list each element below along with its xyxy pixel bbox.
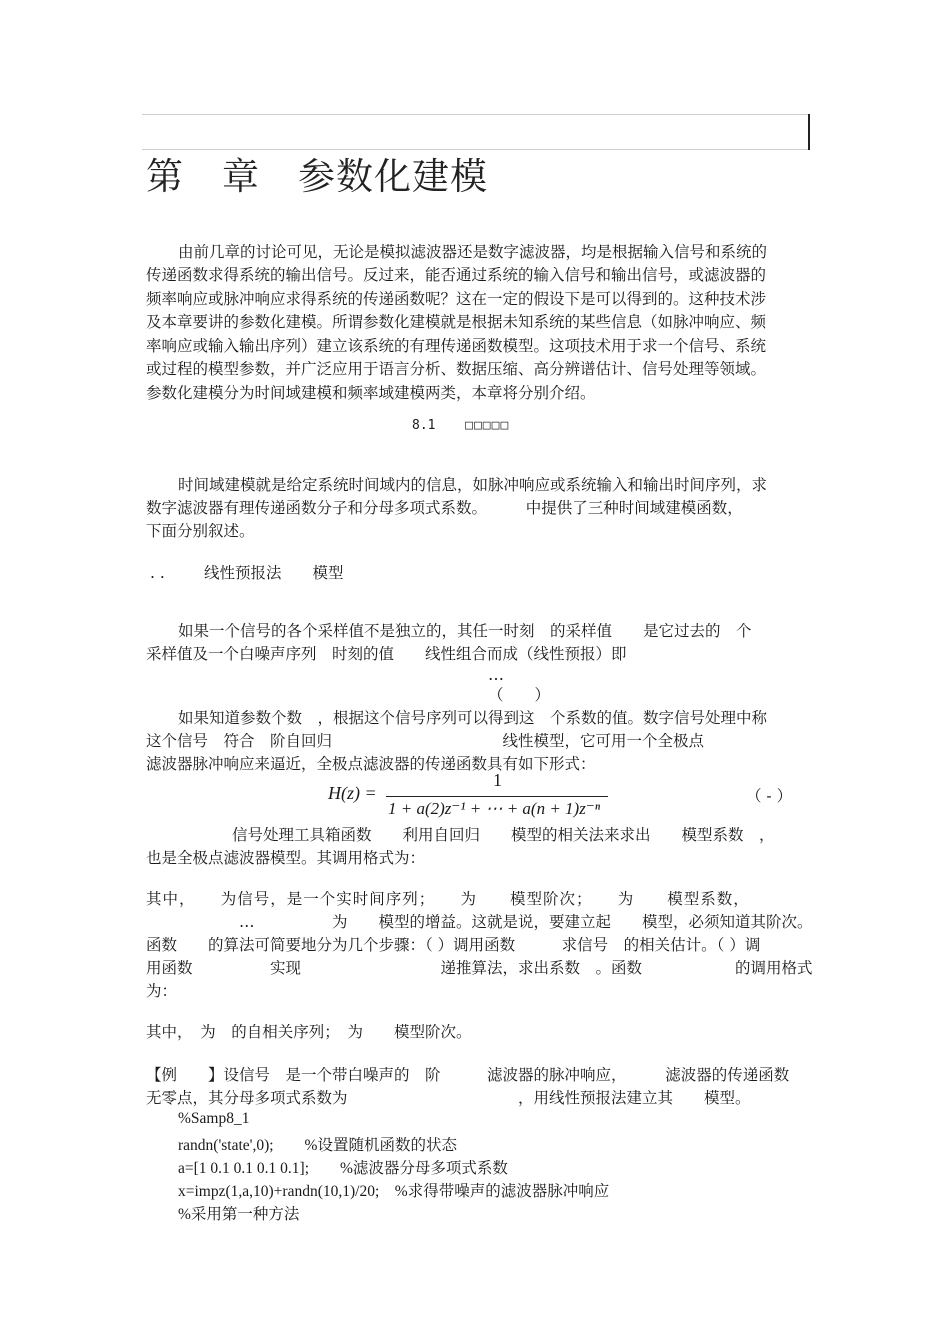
formula-numerator: 1 (493, 770, 502, 790)
lp-ellipsis: … (488, 665, 504, 684)
page-header-rule (142, 114, 809, 150)
lp-line: 滤波器脉冲响应来逼近，全极点滤波器的传递函数具有如下形式： (146, 755, 596, 773)
time-domain-line: 时间域建模就是给定系统时间域内的信息，如脉冲响应或系统输入和输出时间序列，求 (178, 476, 768, 494)
where2-line: 其中， 为 的自相关序列； 为 模型阶次。 (146, 1023, 472, 1041)
time-domain-line: 下面分别叙述。 (146, 522, 255, 540)
formula-equation-number: （ - ） (746, 787, 793, 805)
section-number: 8.1 (412, 418, 436, 433)
intro-line: 传递函数求得系统的输出信号。反过来，能否通过系统的输入信号和输出信号，或滤波器的 (146, 266, 767, 284)
lp-line: 采样值及一个白噪声序列 时刻的值 线性组合而成（线性预报）即 (146, 645, 627, 663)
fraction-bar (386, 796, 608, 797)
section-heading (412, 418, 509, 433)
code-line: %Samp8_1 (178, 1110, 250, 1127)
where-line: 函数 的算法可简要地分为几个步骤：（ ）调用函数 求信号 的相关估计。（ ）调 (146, 936, 761, 954)
where-line: … 为 模型的增益。这就是说，要建立起 模型，必须知道其阶次。 (146, 913, 813, 931)
intro-line: 由前几章的讨论可见，无论是模拟滤波器还是数字滤波器，均是根据输入信号和系统的 (178, 243, 768, 261)
where-line: 为： (146, 982, 178, 1000)
where-line: 用函数 实现 递推算法，求出系数 。函数 的调用格式 (146, 959, 813, 977)
code-line: x=impz(1,a,10)+randn(10,1)/20; %求得带噪声的滤波器脉冲响应 (178, 1183, 610, 1200)
toolbox-line: 也是全极点滤波器模型。其调用格式为： (146, 849, 426, 867)
lp-equation-number: （ ） (488, 686, 551, 704)
toolbox-line: 信号处理工具箱函数 利用自回归 模型的相关法来求出 模型系数 ， (232, 826, 775, 844)
subsection-title: 线性预报法 模型 (204, 564, 344, 582)
intro-line: 率响应或输入输出序列）建立该系统的有理传递函数模型。这项技术用于求一个信号、系统 (146, 337, 767, 355)
where-line: 其中， 为信号，是一个实时间序列； 为 模型阶次； 为 模型系数， (146, 890, 750, 908)
chapter-title: 第 章 参数化建模 (146, 155, 488, 198)
intro-line: 或过程的模型参数，并广泛应用于语言分析、数据压缩、高分辨谱估计、信号处理等领域。 (146, 360, 767, 378)
code-line: %采用第一种方法 (178, 1206, 300, 1223)
lp-line: 这个信号 符合 阶自回归 线性模型，它可用一个全极点 (146, 732, 705, 750)
time-domain-line: 数字滤波器有理传递函数分子和分母多项式系数。 中提供了三种时间域建模函数， (146, 499, 743, 517)
lp-line: 如果知道参数个数 ，根据这个信号序列可以得到这 个系数的值。数字信号处理中称 (178, 709, 768, 727)
intro-line: 及本章要讲的参数化建模。所谓参数化建模就是根据未知系统的某些信息（如脉冲响应、频 (146, 313, 767, 331)
section-title: □□□□□ (465, 418, 510, 433)
lp-line: 如果一个信号的各个采样值不是独立的，其任一时刻 的采样值 是它过去的 个 (178, 622, 752, 640)
example-line: 无零点，其分母多项式系数为 ，用线性预报法建立其 模型。 (146, 1089, 751, 1107)
intro-line: 参数化建模分为时间域建模和频率域建模两类，本章将分别介绍。 (146, 384, 596, 402)
example-line: 【例 】设信号 是一个带白噪声的 阶 滤波器的脉冲响应， 滤波器的传递函数 (146, 1066, 790, 1084)
formula-lhs: H(z) = (328, 783, 377, 803)
code-line: randn('state',0); %设置随机函数的状态 (178, 1137, 457, 1154)
code-line: a=[1 0.1 0.1 0.1 0.1]; %滤波器分母多项式系数 (178, 1160, 508, 1177)
page-header-bar (808, 114, 810, 150)
intro-line: 频率响应或脉冲响应求得系统的传递函数呢？这在一定的假设下是可以得到的。这种技术涉 (146, 290, 767, 308)
subsection-number: . . (150, 564, 165, 582)
formula-denominator: 1 + a(2)z⁻¹ + ⋯ + a(n + 1)z⁻ⁿ (388, 799, 601, 818)
